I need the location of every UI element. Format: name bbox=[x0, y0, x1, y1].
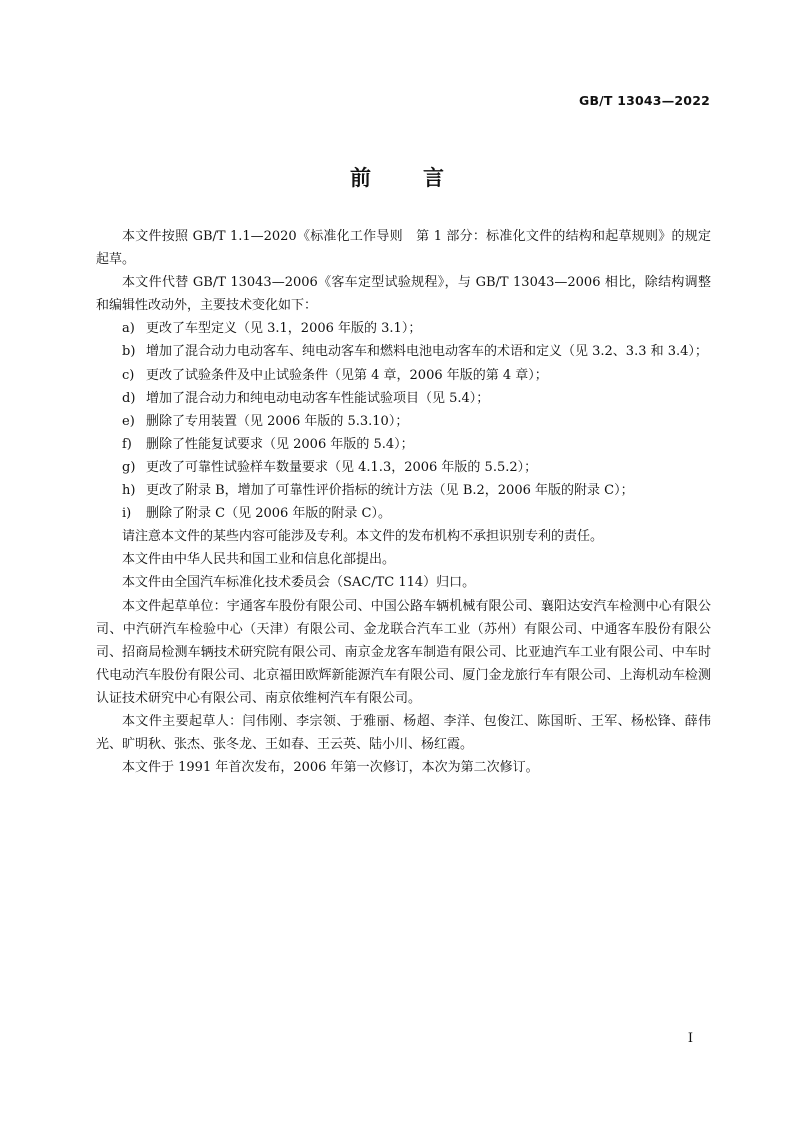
list-item-text: 增加了混合动力电动客车、纯电动客车和燃料电池电动客车的术语和定义（见 3.2、3.3 和 3.4）； bbox=[146, 344, 708, 360]
list-item bbox=[96, 479, 711, 502]
list-item-text: 更改了试验条件及中止试验条件（见第 4 章，2006 年版的第 4 章）； bbox=[146, 367, 548, 383]
paragraph-patent-notice: 请注意本文件的某些内容可能涉及专利。本文件的发布机构不承担识别专利的责任。 bbox=[122, 529, 604, 545]
paragraph-proposer: 本文件由中华人民共和国工业和信息化部提出。 bbox=[122, 552, 396, 568]
list-marker: g) bbox=[122, 459, 136, 475]
page-number: I bbox=[687, 1031, 693, 1046]
list-item bbox=[96, 456, 711, 479]
list-item bbox=[96, 364, 711, 387]
list-item bbox=[96, 387, 711, 410]
list-item-text: 更改了车型定义（见 3.1，2006 年版的 3.1）； bbox=[146, 321, 422, 337]
list-item bbox=[96, 317, 711, 340]
list-item-text: 增加了混合动力和纯电动电动客车性能试验项目（见 5.4）； bbox=[146, 390, 490, 406]
list-item-text: 删除了性能复试要求（见 2006 年版的 5.4）； bbox=[146, 436, 414, 452]
list-item-text: 删除了专用装置（见 2006 年版的 5.3.10）； bbox=[146, 413, 409, 429]
list-item bbox=[96, 433, 711, 456]
standard-code: GB/T 13043—2022 bbox=[578, 93, 710, 108]
paragraph-drafting-rules: 本文件按照 GB/T 1.1—2020《标准化工作导则 第 1 部分：标准化文件的结构和起草规则》的规定起草。 bbox=[96, 229, 711, 268]
list-item-text: 更改了附录 B，增加了可靠性评价指标的统计方法（见 B.2，2006 年版的附录 C）； bbox=[146, 483, 634, 499]
list-marker: a) bbox=[122, 321, 135, 337]
list-marker: h) bbox=[122, 483, 136, 499]
list-marker: f) bbox=[122, 436, 132, 452]
paragraph-drafters: 本文件主要起草人：闫伟刚、李宗领、于雅丽、杨超、李洋、包俊江、陈国昕、王军、杨松锋、薛伟光、旷明秋、张杰、张冬龙、王如春、王云英、陆小川、杨红霞。 bbox=[96, 713, 711, 753]
list-item bbox=[96, 502, 711, 525]
list-item bbox=[96, 410, 711, 433]
change-list bbox=[96, 317, 711, 525]
title-char-2: 言 bbox=[423, 166, 444, 190]
list-marker: i) bbox=[122, 506, 132, 522]
paragraph-committee: 本文件由全国汽车标准化技术委员会（SAC/TC 114）归口。 bbox=[122, 575, 476, 591]
list-item-text: 更改了可靠性试验样车数量要求（见 4.1.3，2006 年版的 5.5.2）； bbox=[146, 459, 538, 475]
list-marker: d) bbox=[122, 390, 136, 406]
list-item-text: 删除了附录 C（见 2006 年版的附录 C）。 bbox=[146, 506, 392, 522]
paragraph-replacement: 本文件代替 GB/T 13043—2006《客车定型试验规程》，与 GB/T 13043—2006 相比，除结构调整和编辑性改动外，主要技术变化如下： bbox=[96, 275, 711, 314]
foreword-body bbox=[96, 225, 711, 779]
page-title bbox=[0, 162, 794, 192]
list-item bbox=[96, 340, 711, 363]
paragraph-drafting-units: 本文件起草单位：宇通客车股份有限公司、中国公路车辆机械有限公司、襄阳达安汽车检测中心有限公司、中汽研汽车检验中心（天津）有限公司、金龙联合汽车工业（苏州）有限公司、中通客车股份有限公司、招商局检测车辆技术研究院有限公司、南京金龙客车制造有限公司、比亚迪汽车工业有限公司、中车时代电动汽车股份有限公司、北京福田欧辉新能源汽车有限公司、厦门金龙旅行车有限公司、上海机动车检测认证技术研究中心有限公司、南京依维柯汽车有限公司。 bbox=[96, 598, 711, 706]
list-marker: c) bbox=[122, 367, 135, 383]
paragraph-history: 本文件于 1991 年首次发布，2006 年第一次修订，本次为第二次修订。 bbox=[122, 760, 539, 776]
list-marker: e) bbox=[122, 413, 135, 429]
list-marker: b) bbox=[122, 344, 136, 360]
title-char-1: 前 bbox=[350, 166, 371, 190]
